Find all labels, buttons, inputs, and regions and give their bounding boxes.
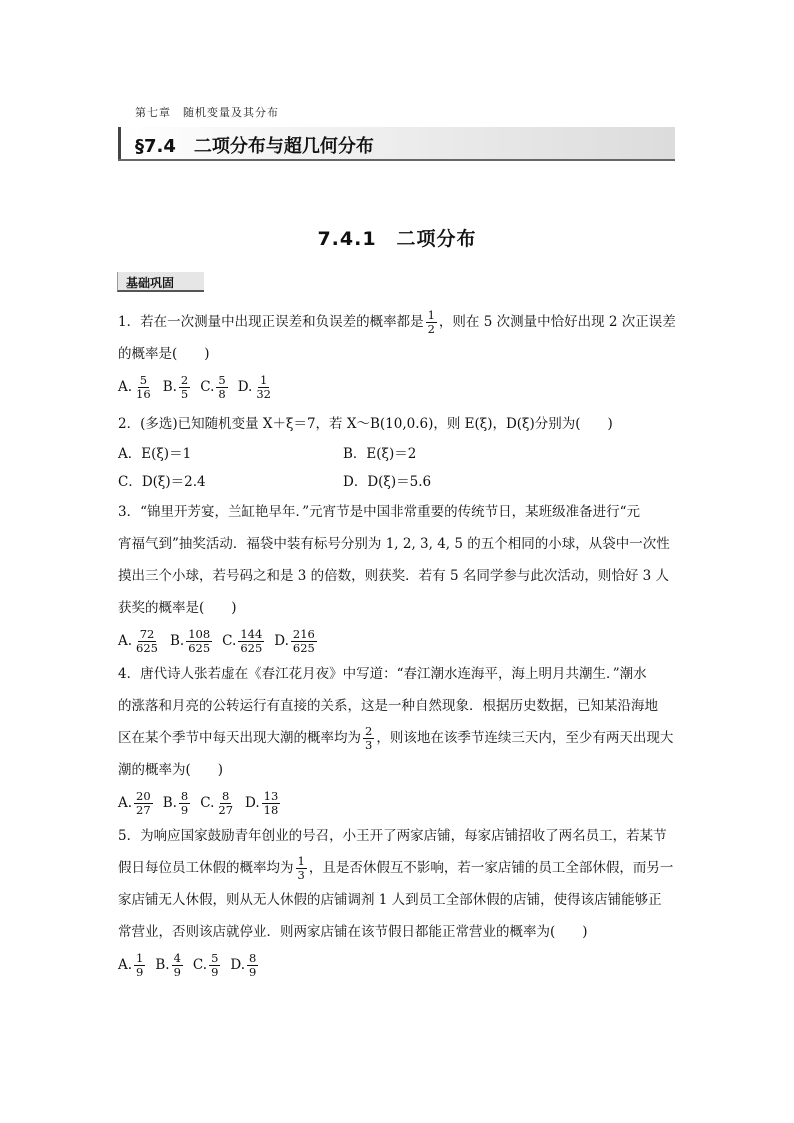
option-fraction bbox=[216, 790, 235, 817]
fraction-denominator: 3 bbox=[365, 738, 373, 752]
fraction-denominator: 625 bbox=[240, 640, 263, 655]
q5-option-c[interactable] bbox=[193, 948, 222, 982]
question-5-line2 bbox=[118, 852, 678, 884]
option-fraction bbox=[254, 374, 273, 401]
option-letter: B. bbox=[170, 633, 185, 649]
fraction-numerator: 13 bbox=[263, 788, 279, 803]
subsection-title: 7.4.1 二项分布 bbox=[317, 228, 477, 250]
option-fraction bbox=[262, 790, 281, 817]
q2-option-c[interactable]: C．D(ξ)＝2.4 bbox=[118, 474, 206, 490]
q4-option-c[interactable] bbox=[200, 786, 237, 820]
question-1 bbox=[118, 306, 678, 338]
fraction-denominator: 9 bbox=[136, 964, 144, 979]
fraction-numerator: 1 bbox=[297, 854, 305, 868]
option-fraction bbox=[209, 952, 220, 979]
fraction-numerator: 5 bbox=[218, 372, 226, 387]
question-5-line3: 家店铺无人休假，则从无人休假的店铺调剂 1 人到员工全部休假的店铺，使得该店铺能够正 bbox=[118, 892, 662, 908]
fraction-numerator: 2 bbox=[365, 724, 373, 738]
fraction-numerator: 216 bbox=[292, 626, 315, 641]
question-4-line3 bbox=[118, 722, 678, 754]
question-list bbox=[118, 306, 678, 982]
option-letter: B. bbox=[155, 957, 170, 973]
option-letter: A. bbox=[118, 379, 133, 395]
option-fraction bbox=[179, 374, 190, 401]
q5-options bbox=[118, 948, 678, 982]
q1-option-b[interactable] bbox=[163, 370, 193, 404]
q1-fraction bbox=[426, 309, 437, 336]
q4-text-post: ，则该地在该季节连续三天内，至少有两天出现大 bbox=[376, 730, 674, 746]
option-fraction bbox=[134, 952, 145, 979]
question-3-line1: 3．“锦里开芳宴，兰缸艳早年．”元宵节是中国非常重要的传统节日，某班级准备进行“元 bbox=[118, 504, 641, 520]
q1-text-pre: 1．若在一次测量中出现正误差和负误差的概率都是 bbox=[118, 314, 424, 330]
option-letter: B. bbox=[162, 795, 177, 811]
option-letter: A. bbox=[118, 957, 133, 973]
fraction-numerator: 72 bbox=[139, 626, 155, 641]
fraction-denominator: 625 bbox=[188, 640, 211, 655]
q4-option-d[interactable] bbox=[245, 786, 282, 820]
q1-option-d[interactable] bbox=[238, 370, 275, 404]
option-fraction bbox=[186, 628, 212, 655]
fraction-denominator: 18 bbox=[263, 802, 279, 817]
q5-fraction bbox=[296, 855, 307, 882]
question-2: 2．(多选)已知随机变量 X＋ξ＝7，若 X～B(10,0.6)，则 E(ξ)，D(ξ)分别为( ) bbox=[118, 416, 613, 432]
q2-option-d[interactable]: D．D(ξ)＝5.6 bbox=[343, 474, 432, 490]
fraction-numerator: 8 bbox=[249, 950, 257, 965]
q3-option-d[interactable] bbox=[274, 624, 319, 658]
option-letter: C. bbox=[200, 379, 215, 395]
q1-option-c[interactable] bbox=[200, 370, 229, 404]
fraction-denominator: 8 bbox=[218, 386, 226, 401]
fraction-numerator: 108 bbox=[188, 626, 211, 641]
q3-option-b[interactable] bbox=[170, 624, 214, 658]
fraction-numerator: 5 bbox=[211, 950, 219, 965]
fraction-denominator: 5 bbox=[180, 386, 189, 401]
fraction-denominator: 2 bbox=[427, 322, 435, 336]
fraction-numerator: 2 bbox=[180, 372, 189, 387]
fraction-denominator: 9 bbox=[180, 802, 189, 817]
chapter-label: 第七章 随机变量及其分布 bbox=[135, 106, 279, 119]
fraction-numerator: 1 bbox=[427, 308, 435, 322]
option-fraction bbox=[134, 374, 153, 401]
question-4-line4: 潮的概率为( ) bbox=[118, 762, 224, 778]
q1-text-post: ，则在 5 次测量中恰好出现 2 次正误差 bbox=[438, 314, 676, 330]
option-letter: A. bbox=[118, 795, 133, 811]
fraction-denominator: 9 bbox=[173, 964, 181, 979]
q5-text-pre: 假日每位员工休假的概率均为 bbox=[118, 860, 294, 876]
banner-bar bbox=[118, 127, 121, 159]
option-fraction bbox=[134, 628, 160, 655]
fraction-numerator: 1 bbox=[260, 372, 268, 387]
option-fraction bbox=[247, 952, 258, 979]
q2-options bbox=[118, 440, 678, 496]
q5-option-a[interactable] bbox=[118, 948, 147, 982]
question-4-line1: 4．唐代诗人张若虚在《春江花月夜》中写道：“春江潮水连海平，海上明月共潮生．”潮水 bbox=[118, 666, 647, 682]
fraction-denominator: 9 bbox=[249, 964, 257, 979]
q3-option-a[interactable] bbox=[118, 624, 162, 658]
option-fraction bbox=[238, 628, 264, 655]
q4-options bbox=[118, 786, 678, 820]
option-letter: D. bbox=[274, 633, 289, 649]
option-fraction bbox=[179, 790, 190, 817]
q5-option-d[interactable] bbox=[230, 948, 260, 982]
question-3-line2: 宵福气到”抽奖活动．福袋中装有标号分别为 1, 2, 3, 4, 5 的五个相同的小球，从袋中一次性 bbox=[118, 536, 670, 552]
option-letter: C. bbox=[200, 795, 215, 811]
fraction-denominator: 32 bbox=[256, 386, 271, 401]
option-fraction bbox=[291, 628, 317, 655]
question-3-line4: 获奖的概率是( ) bbox=[118, 600, 237, 616]
fraction-numerator: 8 bbox=[180, 788, 189, 803]
q4-option-b[interactable] bbox=[163, 786, 193, 820]
option-letter: C. bbox=[192, 957, 208, 973]
fraction-denominator: 3 bbox=[297, 868, 305, 882]
option-fraction bbox=[172, 952, 183, 979]
option-fraction bbox=[216, 374, 227, 401]
fraction-numerator: 4 bbox=[173, 950, 181, 965]
q5-text-post: ，且是否休假互不影响，若一家店铺的员工全部休假，而另一 bbox=[308, 860, 674, 876]
fraction-denominator: 625 bbox=[136, 640, 158, 655]
question-5-line1: 5．为响应国家鼓励青年创业的号召，小王开了两家店铺，每家店铺招收了两名员工，若某节 bbox=[118, 828, 667, 844]
question-4-line2: 的涨落和月亮的公转运行有直接的关系，这是一种自然现象．根据历史数据，已知某沿海地 bbox=[118, 698, 658, 714]
option-letter: B. bbox=[162, 379, 177, 395]
fraction-numerator: 20 bbox=[136, 788, 151, 803]
q2-option-b[interactable]: B．E(ξ)＝2 bbox=[343, 446, 417, 462]
option-letter: A. bbox=[118, 633, 133, 649]
question-5-line4: 常营业，否则该店就停业．则两家店铺在该节假日都能正常营业的概率为( ) bbox=[118, 924, 588, 940]
q4-fraction bbox=[363, 725, 374, 752]
q4-option-a[interactable] bbox=[118, 786, 155, 820]
fraction-numerator: 1 bbox=[136, 950, 144, 965]
q3-options bbox=[118, 624, 678, 658]
question-3-line3: 摸出三个小球，若号码之和是 3 的倍数，则获奖．若有 5 名同学参与此次活动，则恰好 3 人 bbox=[118, 568, 670, 584]
option-letter: D. bbox=[245, 795, 260, 811]
fraction-denominator: 625 bbox=[292, 640, 315, 655]
question-1-line2: 的概率是( ) bbox=[118, 346, 210, 362]
q2-option-a[interactable]: A．E(ξ)＝1 bbox=[118, 446, 192, 462]
fraction-denominator: 27 bbox=[136, 802, 151, 817]
tag-label: 基础巩固 bbox=[126, 276, 175, 290]
option-letter: D. bbox=[237, 379, 253, 395]
fraction-numerator: 8 bbox=[222, 788, 230, 803]
fraction-denominator: 27 bbox=[218, 802, 234, 817]
option-letter: D. bbox=[230, 957, 246, 973]
section-title: §7.4 二项分布与超几何分布 bbox=[135, 136, 374, 157]
q1-options bbox=[118, 370, 678, 404]
q3-option-c[interactable] bbox=[222, 624, 266, 658]
fraction-denominator: 9 bbox=[211, 964, 219, 979]
q5-option-b[interactable] bbox=[155, 948, 185, 982]
option-letter: C. bbox=[222, 633, 237, 649]
q4-text-pre: 区在某个季节中每天出现大潮的概率均为 bbox=[118, 730, 361, 746]
fraction-numerator: 144 bbox=[240, 626, 263, 641]
q1-option-a[interactable] bbox=[118, 370, 155, 404]
fraction-denominator: 16 bbox=[136, 386, 151, 401]
option-fraction bbox=[134, 790, 153, 817]
fraction-numerator: 5 bbox=[139, 372, 148, 387]
